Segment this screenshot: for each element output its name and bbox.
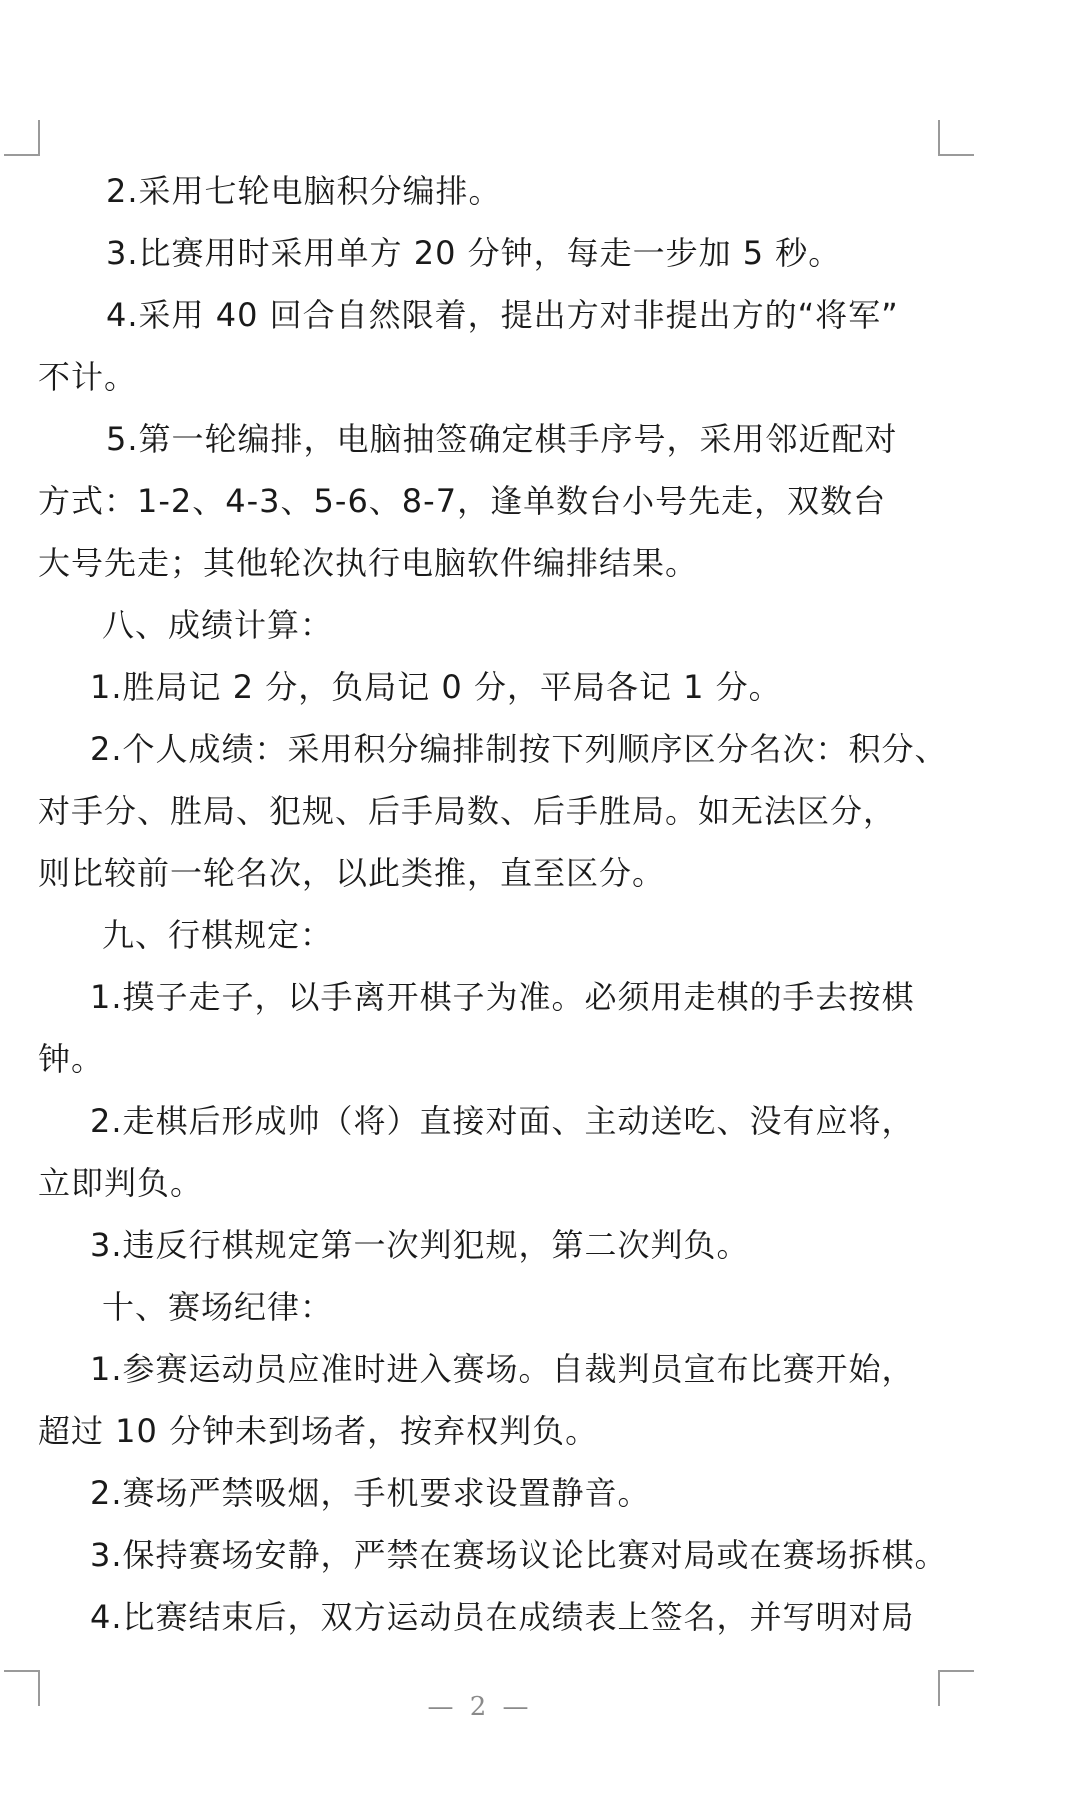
section-heading: 十、赛场纪律： (102, 1288, 334, 1326)
paragraph-line: 不计。 (38, 358, 138, 396)
paragraph-line: 2.赛场严禁吸烟，手机要求设置静音。 (90, 1474, 651, 1512)
paragraph-line: 4.采用 40 回合自然限着，提出方对非提出方的“将军” (106, 296, 899, 334)
paragraph-line: 立即判负。 (38, 1164, 204, 1202)
paragraph-line: 4.比赛结束后，双方运动员在成绩表上签名，并写明对局 (90, 1598, 915, 1636)
page-number: — 2 — (427, 1692, 533, 1722)
paragraph-line: 对手分、胜局、犯规、后手局数、后手胜局。如无法区分， (38, 792, 897, 830)
paragraph-line: 钟。 (38, 1040, 105, 1078)
section-heading: 八、成绩计算： (102, 606, 334, 644)
paragraph-line: 1.摸子走子，以手离开棋子为准。必须用走棋的手去按棋 (90, 978, 915, 1016)
paragraph-line: 大号先走；其他轮次执行电脑软件编排结果。 (38, 544, 699, 582)
paragraph-line: 2.走棋后形成帅（将）直接对面、主动送吃、没有应将， (90, 1102, 915, 1140)
paragraph-line: 2.采用七轮电脑积分编排。 (106, 172, 502, 210)
paragraph-line: 3.违反行棋规定第一次判犯规，第二次判负。 (90, 1226, 750, 1264)
paragraph-line: 3.保持赛场安静，严禁在赛场议论比赛对局或在赛场拆棋。 (90, 1536, 948, 1574)
section-heading: 九、行棋规定： (102, 916, 334, 954)
paragraph-line: 1.参赛运动员应准时进入赛场。自裁判员宣布比赛开始， (90, 1350, 915, 1388)
paragraph-line: 则比较前一轮名次，以此类推，直至区分。 (38, 854, 666, 892)
crop-mark-top-left (4, 120, 40, 156)
crop-mark-top-right (938, 120, 974, 156)
paragraph-line: 3.比赛用时采用单方 20 分钟，每走一步加 5 秒。 (106, 234, 842, 272)
paragraph-line: 5.第一轮编排，电脑抽签确定棋手序号，采用邻近配对 (106, 420, 898, 458)
paragraph-line: 超过 10 分钟未到场者，按弃权判负。 (38, 1412, 599, 1450)
paragraph-line: 1.胜局记 2 分，负局记 0 分，平局各记 1 分。 (90, 668, 782, 706)
paragraph-line: 2.个人成绩：采用积分编排制按下列顺序区分名次：积分、 (90, 730, 948, 768)
document-body (38, 160, 948, 1648)
paragraph-line: 方式：1-2、4-3、5-6、8-7，逢单数台小号先走，双数台 (38, 482, 887, 520)
